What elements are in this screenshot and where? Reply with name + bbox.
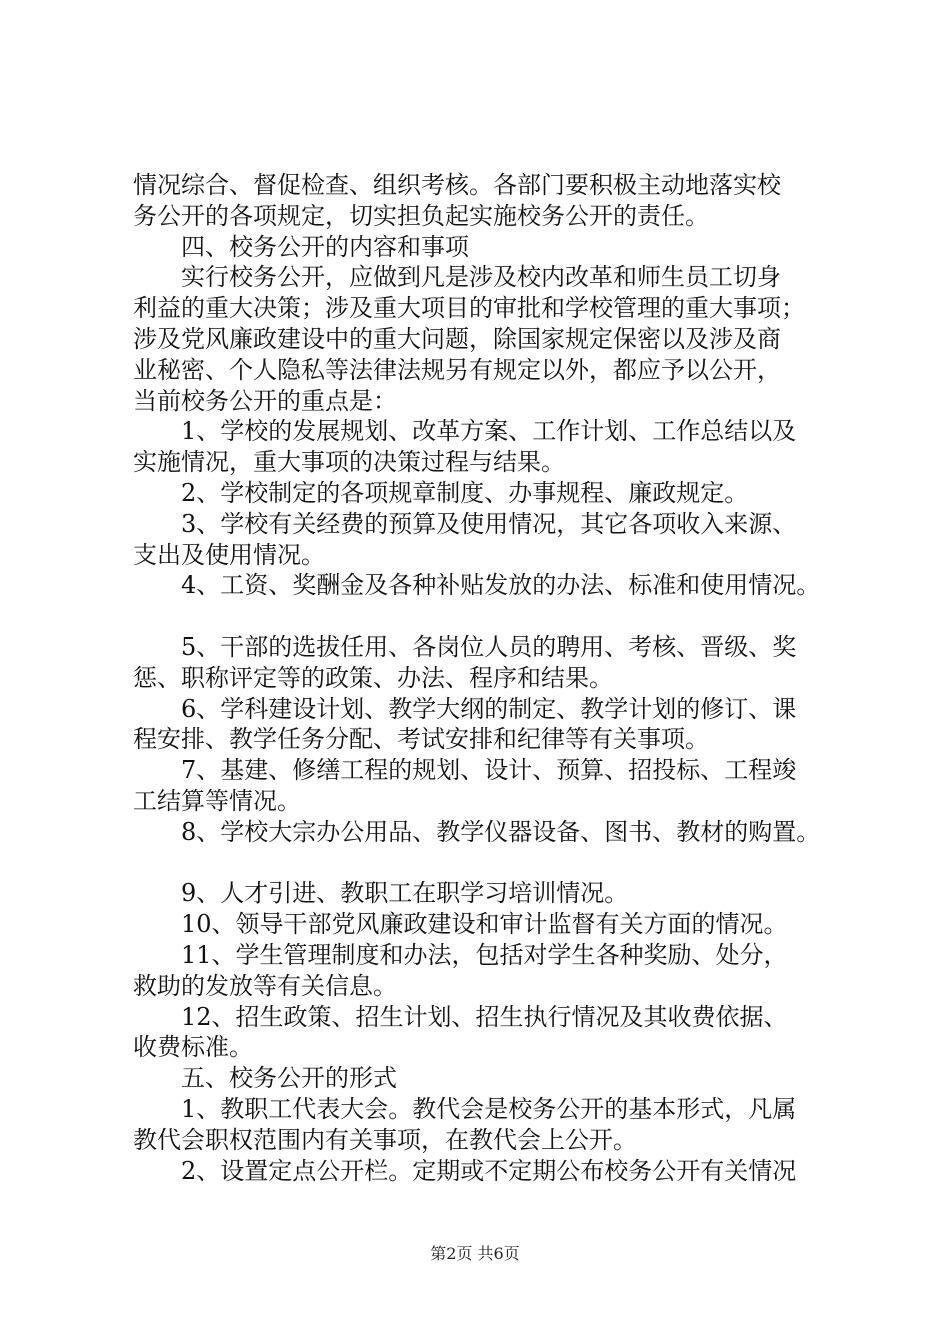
text-line: [133, 601, 853, 632]
text-line: 7、基建、修缮工程的规划、设计、预算、招投标、工程竣: [133, 756, 797, 785]
text-line: 惩、职称评定等的政策、办法、程序和结果。: [133, 663, 613, 692]
text-line: 利益的重大决策；涉及重大项目的审批和学校管理的重大事项；: [133, 294, 805, 323]
text-line: 五、校务公开的形式: [133, 1064, 397, 1093]
text-line: 涉及党风廉政建设中的重大问题，除国家规定保密以及涉及商: [133, 324, 781, 353]
text-line: 11、学生管理制度和办法，包括对学生各种奖励、处分，: [133, 940, 788, 969]
text-line: 实行校务公开，应做到凡是涉及校内改革和师生员工切身: [133, 263, 781, 292]
text-line: 教代会职权范围内有关事项，在教代会上公开。: [133, 1125, 637, 1154]
text-line: 9、人才引进、教职工在职学习培训情况。: [133, 879, 629, 908]
document-body: [133, 170, 853, 1186]
text-line: 2、设置定点公开栏。定期或不定期公布校务公开有关情况: [133, 1156, 797, 1185]
text-line: 四、校务公开的内容和事项: [133, 232, 469, 261]
text-line: 12、招生政策、招生计划、招生执行情况及其收费依据、: [133, 1002, 788, 1031]
text-line: 业秘密、个人隐私等法律法规另有规定以外，都应予以公开，: [133, 355, 781, 384]
text-line: 1、教职工代表大会。教代会是校务公开的基本形式，凡属: [133, 1094, 797, 1123]
text-line: 4、工资、奖酬金及各种补贴发放的办法、标准和使用情况。: [133, 571, 821, 600]
text-line: 救助的发放等有关信息。: [133, 971, 397, 1000]
text-line: 6、学科建设计划、教学大纲的制定、教学计划的修订、课: [133, 694, 797, 723]
text-line: 1、学校的发展规划、改革方案、工作计划、工作总结以及: [133, 417, 797, 446]
text-line: 情况综合、督促检查、组织考核。各部门要积极主动地落实校: [133, 171, 781, 199]
text-line: 收费标准。: [133, 1033, 253, 1062]
text-line: 当前校务公开的重点是：: [133, 386, 397, 415]
text-line: 10、领导干部党风廉政建设和审计监督有关方面的情况。: [133, 910, 788, 939]
text-line: 工结算等情况。: [133, 786, 301, 815]
text-line: [133, 848, 853, 879]
text-line: 2、学校制定的各项规章制度、办事规程、廉政规定。: [133, 478, 749, 507]
text-line: 支出及使用情况。: [133, 540, 325, 569]
text-line: 8、学校大宗办公用品、教学仪器设备、图书、教材的购置。: [133, 817, 821, 846]
text-line: 务公开的各项规定，切实担负起实施校务公开的责任。: [133, 201, 709, 230]
text-line: 5、干部的选拔任用、各岗位人员的聘用、考核、晋级、奖: [133, 632, 797, 661]
text-line: 3、学校有关经费的预算及使用情况，其它各项收入来源、: [133, 509, 797, 538]
page-footer: 第2页 共6页: [430, 1244, 520, 1263]
text-line: 程安排、教学任务分配、考试安排和纪律等有关事项。: [133, 725, 709, 754]
text-line: 实施情况，重大事项的决策过程与结果。: [133, 448, 565, 477]
